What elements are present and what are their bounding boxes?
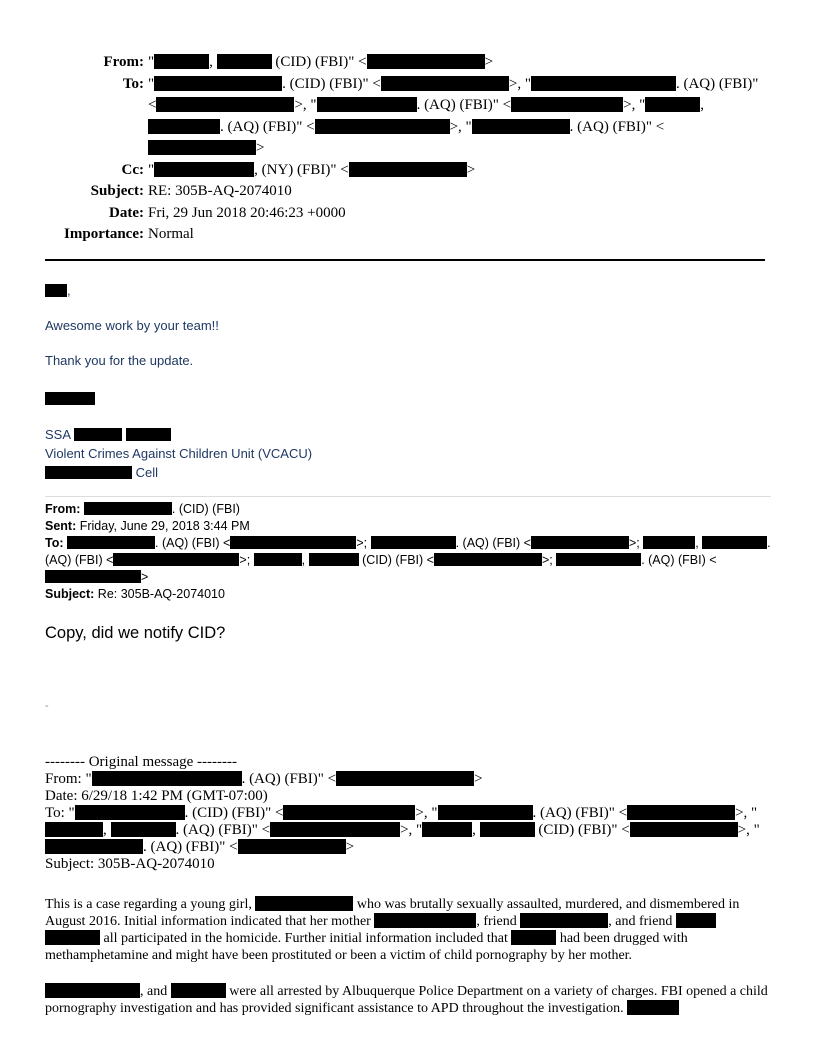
paragraph-2: , and were all arrested by Albuquerque Police Department on a variety of charges. FBI opened a child pornography investigation and has provided significant assistance to APD throughout the investigation.	[45, 984, 768, 1016]
redaction	[309, 553, 359, 566]
redaction	[438, 805, 533, 820]
redaction	[148, 119, 220, 134]
header-to-label: To:	[122, 75, 144, 92]
redaction	[371, 536, 456, 549]
header-cc-label: Cc:	[121, 161, 144, 178]
header-date-label: Date:	[109, 204, 144, 221]
fwd-sent-value: Friday, June 29, 2018 3:44 PM	[79, 519, 250, 533]
redaction	[84, 502, 172, 515]
redaction	[336, 771, 474, 786]
redaction	[92, 771, 242, 786]
fwd-to-label: To:	[45, 536, 64, 550]
redaction	[154, 76, 282, 91]
header-date-row	[0, 203, 816, 225]
redaction	[111, 822, 176, 837]
redaction	[422, 822, 472, 837]
redaction	[511, 930, 556, 945]
redaction	[472, 119, 570, 134]
redaction	[45, 284, 67, 297]
redaction	[480, 822, 535, 837]
header-to-row	[0, 74, 816, 160]
redaction	[156, 97, 294, 112]
redaction	[154, 54, 209, 69]
redaction	[643, 536, 695, 549]
redaction	[511, 97, 623, 112]
redaction	[230, 536, 356, 549]
redaction	[74, 428, 122, 441]
redaction	[254, 553, 302, 566]
signature-block	[45, 425, 312, 482]
signature-unit: Violent Crimes Against Children Unit (VCACU)	[45, 446, 313, 461]
header-importance-value: Normal	[148, 226, 194, 242]
redaction	[645, 97, 700, 112]
redaction	[520, 913, 608, 928]
redaction	[113, 553, 239, 566]
email-header	[0, 52, 816, 246]
dash-separator: -	[45, 700, 49, 712]
fwd-from-value: . (CID) (FBI)	[171, 502, 240, 516]
redaction	[676, 913, 716, 928]
redaction	[283, 805, 415, 820]
forward-message: Copy, did we notify CID?	[45, 624, 226, 642]
redaction	[434, 553, 542, 566]
header-to-value: " . (CID) (FBI)" < >, " . (AQ) (FBI)" < >, " . (AQ) (FBI)" < >, " , . (AQ) (FBI)" < >, " . (AQ) (FBI)" <>	[148, 75, 759, 156]
redaction	[627, 805, 735, 820]
header-importance-label: Importance:	[64, 226, 144, 242]
header-from-row: From: " , (CID) (FBI)" < >	[0, 52, 816, 74]
header-subject-value: RE: 305B-AQ-2074010	[148, 183, 292, 199]
original-message-header: -------- Original message -------- From: " . (AQ) (FBI)" < > Date: 6/29/18 1:42 PM (GMT-07:00) To: " . (CID) (FBI)" < >, " . (AQ) (FBI)" < >, ", . (AQ) (FBI)" < >, " , (CID) (FBI)" < >, ". (AQ) (FBI)" < > Subject: 305B-AQ-2074010	[45, 754, 775, 873]
redaction	[75, 805, 185, 820]
fwd-sent-label: Sent:	[45, 519, 77, 533]
redaction	[45, 570, 141, 583]
fwd-from-label: From:	[45, 502, 81, 516]
redaction	[315, 119, 450, 134]
redaction	[126, 428, 171, 441]
redaction	[217, 54, 272, 69]
redaction	[45, 466, 132, 479]
redaction	[531, 536, 629, 549]
redaction	[381, 76, 509, 91]
redaction	[45, 983, 140, 998]
redaction	[627, 1000, 679, 1015]
orig-to-label: To:	[45, 805, 65, 821]
redaction	[171, 983, 226, 998]
header-subject-label: Subject:	[90, 183, 144, 199]
forward-divider	[45, 496, 771, 497]
orig-subject: Subject: 305B-AQ-2074010	[45, 856, 215, 872]
original-banner: -------- Original message --------	[45, 754, 237, 770]
redaction	[531, 76, 676, 91]
header-importance-row	[0, 224, 816, 246]
header-subject-row	[0, 181, 816, 203]
fwd-subject-label: Subject:	[45, 587, 95, 601]
redaction	[349, 162, 467, 177]
header-date-value: Fri, 29 Jun 2018 20:46:23 +0000	[148, 204, 346, 221]
redaction	[148, 140, 256, 155]
header-from-label: From:	[103, 54, 144, 70]
redaction	[556, 553, 641, 566]
redaction	[67, 536, 155, 549]
header-cc-row: Cc: " , (NY) (FBI)" < >	[0, 160, 816, 182]
fwd-to-value: To: . (AQ) (FBI) < >; . (AQ) (FBI) < >; , . (AQ) (FBI) < >; , (CID) (FBI) < >; . (AQ) (FBI) <>	[45, 536, 771, 584]
forwarded-header	[45, 501, 775, 603]
redaction	[374, 913, 476, 928]
redaction	[45, 930, 100, 945]
redaction	[45, 839, 143, 854]
header-cc-value: (NY) (FBI)"	[261, 161, 337, 178]
fwd-subject-value: Re: 305B-AQ-2074010	[97, 587, 225, 601]
redaction	[367, 54, 485, 69]
redaction	[154, 162, 254, 177]
redaction	[45, 392, 95, 405]
signature-cell: Cell	[135, 465, 159, 480]
redaction	[702, 536, 767, 549]
greeting: ,	[45, 283, 71, 298]
orig-from-label: From:	[45, 771, 82, 787]
redaction	[238, 839, 346, 854]
redaction	[630, 822, 738, 837]
redaction	[45, 822, 103, 837]
orig-date: Date: 6/29/18 1:42 PM (GMT-07:00)	[45, 788, 268, 804]
header-divider	[45, 259, 765, 261]
sender-name	[45, 391, 95, 406]
redaction	[270, 822, 400, 837]
header-from-value: (CID) (FBI)"	[275, 54, 355, 70]
signature-prefix: SSA	[45, 427, 71, 442]
reply-line-1: Awesome work by your team!!	[45, 318, 219, 333]
paragraph-1: This is a case regarding a young girl, who was brutally sexually assaulted, murdered, and dismembered in August 2016. Initial information indicated that her mother , friend , and friend all participated in the homicide. Further initial information included that had been drugged with methamphetamine and might have been prostituted or been a victim of child pornography by her mother.	[45, 897, 740, 963]
reply-line-2: Thank you for the update.	[45, 353, 194, 368]
redaction	[255, 896, 353, 911]
redaction	[317, 97, 417, 112]
orig-to-value: To: " . (CID) (FBI)" < >, " . (AQ) (FBI)" < >, ", . (AQ) (FBI)" < >, " , (CID) (FBI)" < >, ". (AQ) (FBI)" < >	[45, 805, 760, 855]
